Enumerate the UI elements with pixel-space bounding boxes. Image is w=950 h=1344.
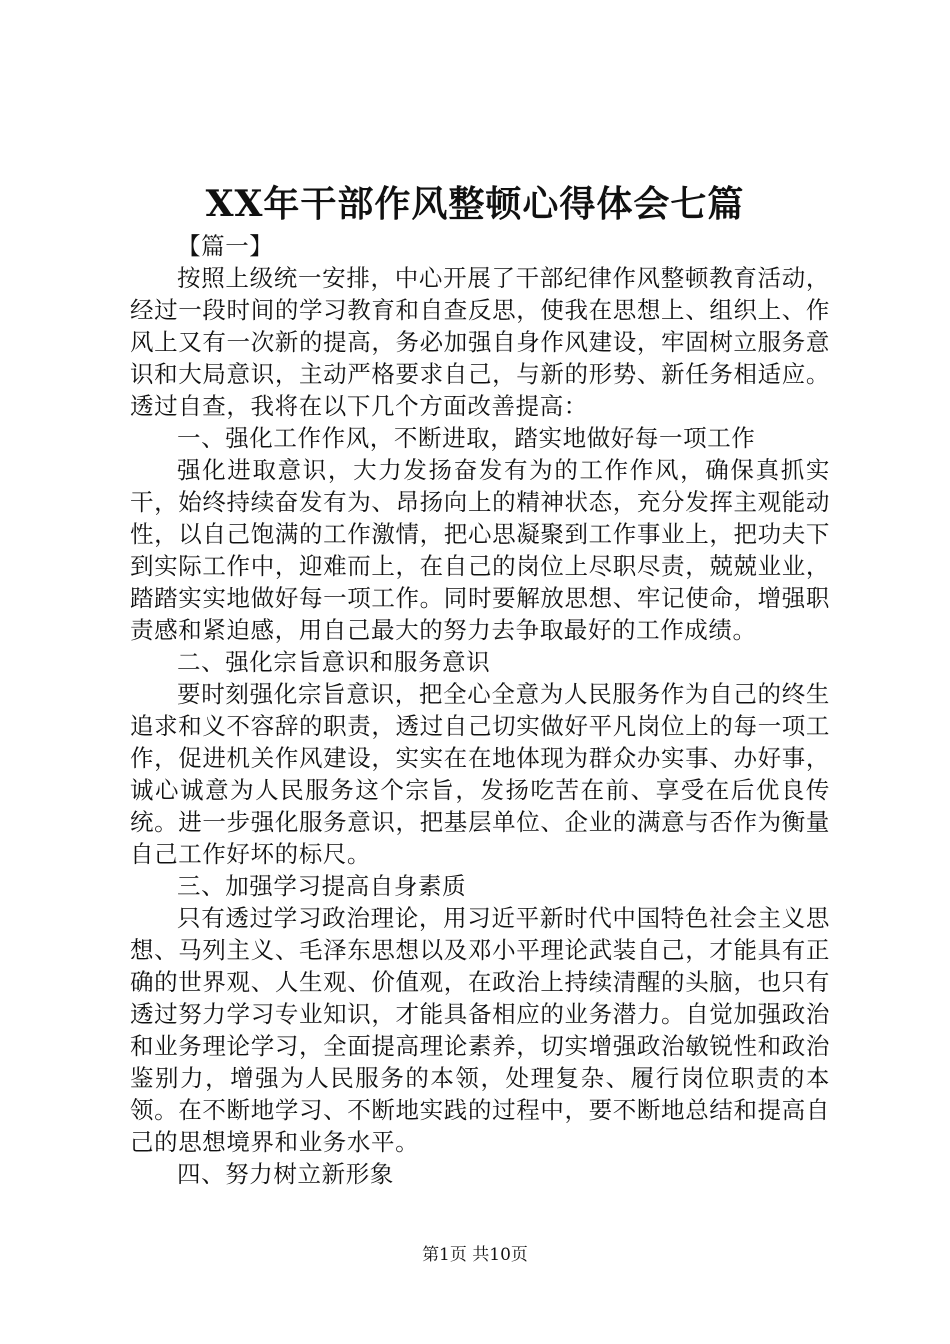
body-paragraph: 要时刻强化宗旨意识，把全心全意为人民服务作为自己的终生追求和义不容辞的职责，透过自己切实做好平凡岗位上的每一项工作，促进机关作风建设，实实在在地体现为群众办实事、办好事，诚心诚意为人民服务这个宗旨，发扬吃苦在前、享受在后优良传统。进一步强化服务意识，把基层单位、企业的满意与否作为衡量自己工作好坏的标尺。 (130, 680, 830, 868)
section-heading: 三、加强学习提高自身素质 (177, 872, 467, 900)
document-title: XX年干部作风整顿心得体会七篇 (205, 183, 745, 225)
body-paragraph: 按照上级统一安排，中心开展了干部纪律作风整顿教育活动，经过一段时间的学习教育和自查反思，使我在思想上、组织上、作风上又有一次新的提高，务必加强自身作风建设，牢固树立服务意识和大局意识，主动严格要求自己，与新的形势、新任务相适应。透过自查，我将在以下几个方面改善提高： (130, 264, 830, 420)
section-heading: 一、强化工作作风，不断进取，踏实地做好每一项工作 (177, 424, 756, 452)
document-body (130, 230, 830, 1190)
page-number-footer: 第1页 共10页 (422, 1245, 528, 1265)
body-paragraph: 只有透过学习政治理论，用习近平新时代中国特色社会主义思想、马列主义、毛泽东思想以及邓小平理论武装自己，才能具有正确的世界观、人生观、价值观，在政治上持续清醒的头脑，也只有透过努力学习专业知识，才能具备相应的业务潜力。自觉加强政治和业务理论学习，全面提高理论素养，切实增强政治敏锐性和政治鉴别力，增强为人民服务的本领，处理复杂、履行岗位职责的本领。在不断地学习、不断地实践的过程中，要不断地总结和提高自己的思想境界和业务水平。 (130, 904, 830, 1156)
section-heading: 四、努力树立新形象 (177, 1160, 394, 1188)
body-paragraph: 强化进取意识，大力发扬奋发有为的工作作风，确保真抓实干，始终持续奋发有为、昂扬向上的精神状态，充分发挥主观能动性，以自己饱满的工作激情，把心思凝聚到工作事业上，把功夫下到实际工作中，迎难而上，在自己的岗位上尽职尽责，兢兢业业，踏踏实实地做好每一项工作。同时要解放思想、牢记使命，增强职责感和紧迫感，用自己最大的努力去争取最好的工作成绩。 (130, 456, 830, 644)
section-heading: 【篇一】 (177, 232, 274, 260)
section-heading: 二、强化宗旨意识和服务意识 (177, 648, 491, 676)
